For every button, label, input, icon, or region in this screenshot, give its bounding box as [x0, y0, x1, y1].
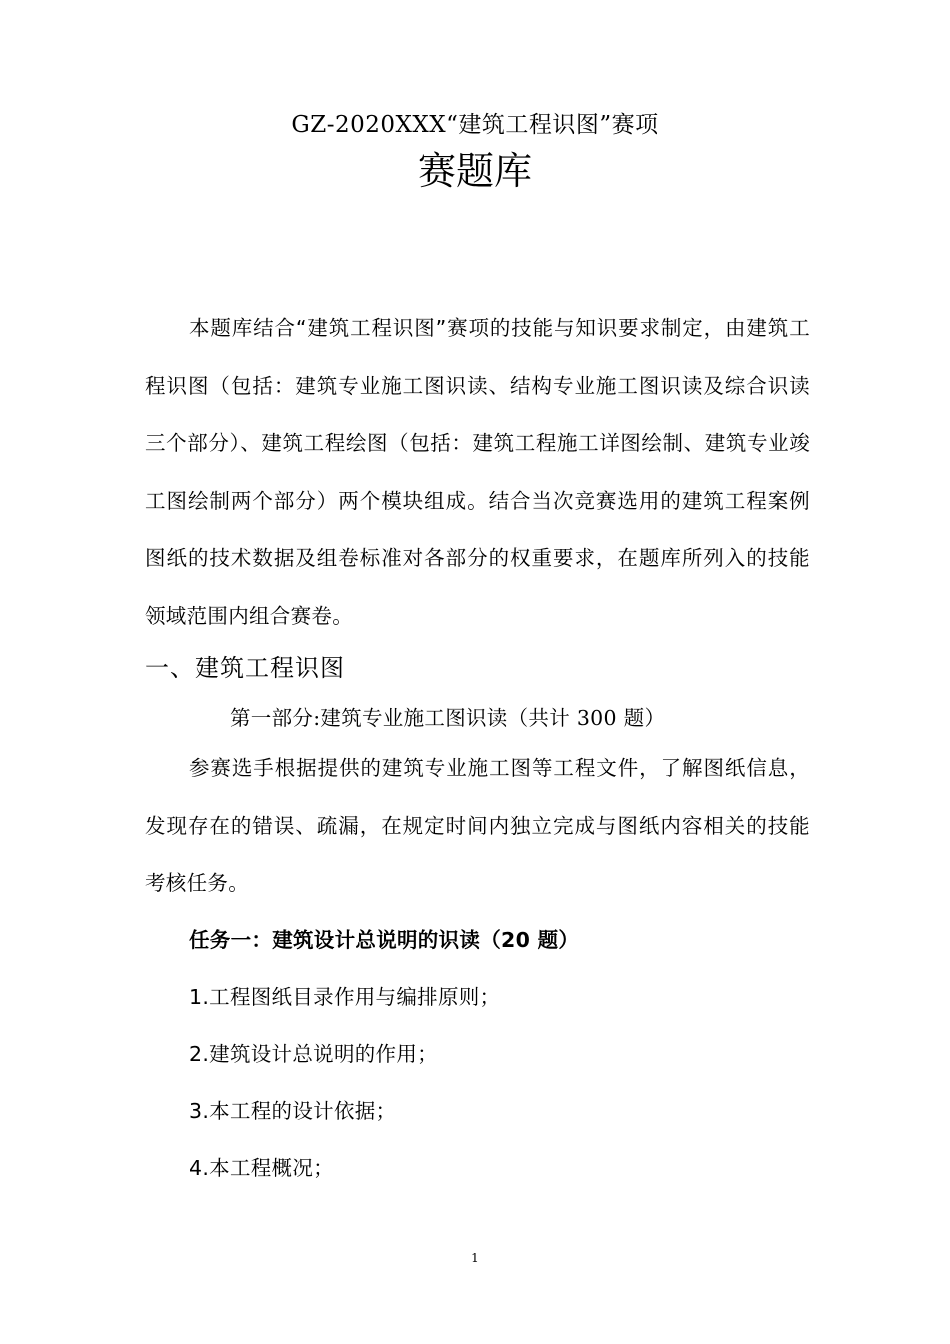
page-number: 1: [471, 1251, 479, 1265]
part-description: 参赛选手根据提供的建筑专业施工图等工程文件，了解图纸信息，发现存在的错误、疏漏，在规定时间内独立完成与图纸内容相关的技能考核任务。: [145, 756, 810, 895]
task-item: 3.本工程的设计依据；: [189, 1099, 397, 1123]
task-heading: 任务一：建筑设计总说明的识读（20 题）: [189, 928, 580, 952]
part-title: 第一部分:建筑专业施工图识读（共计 300 题）: [230, 706, 666, 730]
task-item: 1.工程图纸目录作用与编排原则；: [189, 985, 501, 1009]
section-heading: 一、建筑工程识图: [145, 654, 345, 682]
intro-paragraph: 本题库结合“建筑工程识图”赛项的技能与知识要求制定，由建筑工程识图（包括：建筑专业施工图识读、结构专业施工图识读及综合识读三个部分）、建筑工程绘图（包括：建筑工程施工详图绘制、建筑专业竣工图绘制两个部分）两个模块组成。结合当次竞赛选用的建筑工程案例图纸的技术数据及组卷标准对各部分的权重要求，在题库所列入的技能领域范围内组合赛卷。: [145, 316, 810, 628]
task-item: 2.建筑设计总说明的作用；: [189, 1042, 438, 1066]
document-subtitle: GZ-2020XXX“建筑工程识图”赛项: [291, 112, 659, 138]
task-item: 4.本工程概况；: [189, 1156, 334, 1180]
document-title: 赛题库: [417, 149, 532, 193]
